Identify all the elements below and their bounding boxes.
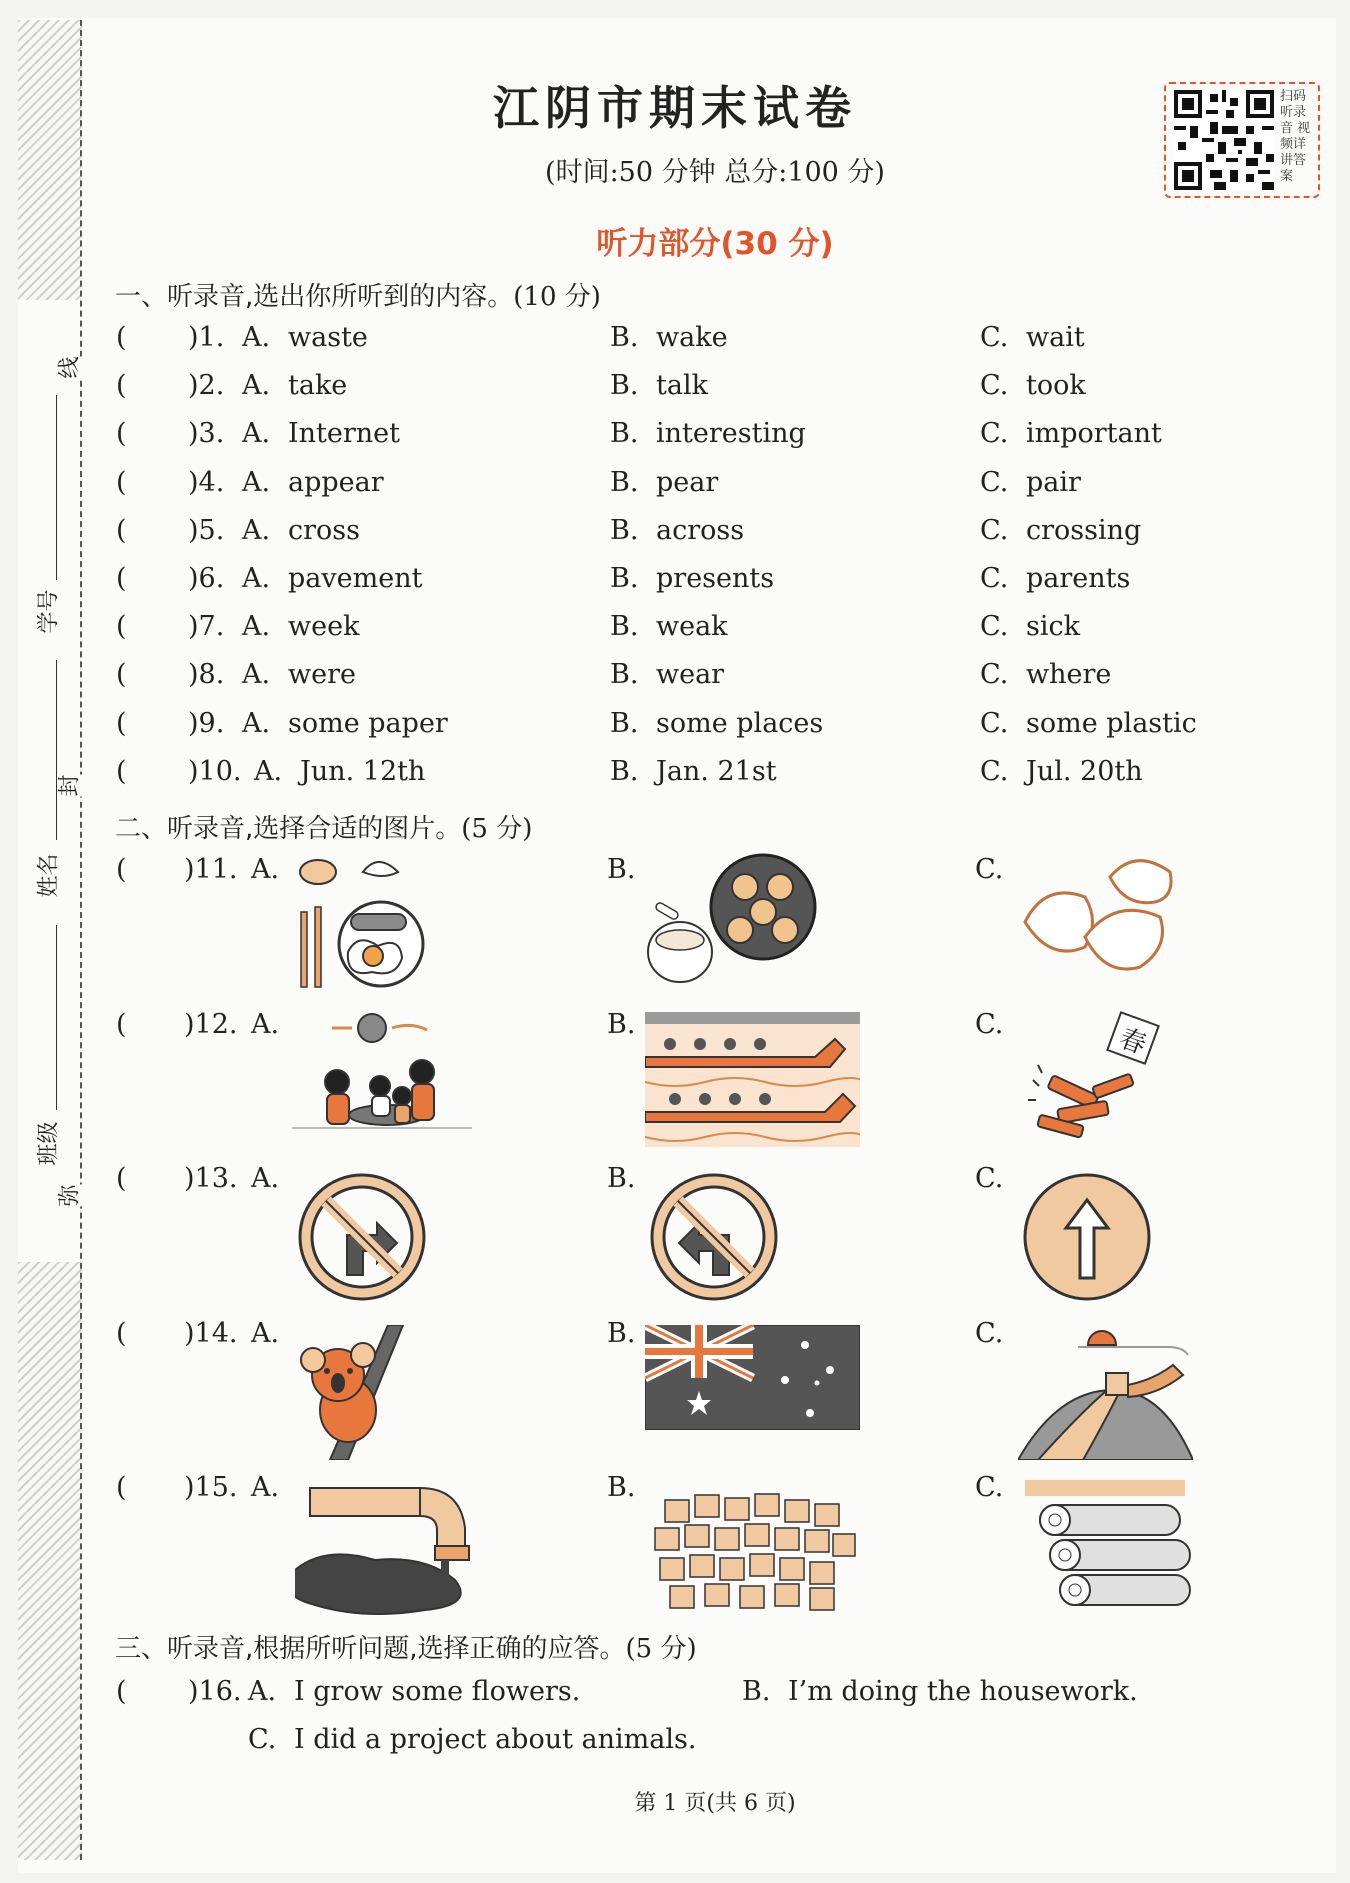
q16-option-a (248, 1676, 580, 1707)
western-breakfast-picture (293, 852, 433, 992)
option-b-label: B. (610, 370, 639, 402)
option-c (980, 708, 1197, 739)
part1-heading (115, 276, 601, 313)
option-b-label: B. (610, 611, 639, 643)
margin-label-cut: 弥 (53, 1184, 84, 1206)
margin-label-name: 姓名 (36, 853, 62, 898)
answer-blank-7[interactable]: ( (116, 611, 127, 643)
option-b (610, 708, 823, 739)
picture-option-b-label[interactable]: B. (607, 854, 636, 885)
answer-blank-3[interactable]: ( (116, 418, 127, 450)
option-b-text: wear (656, 659, 725, 691)
koala-picture (293, 1325, 413, 1460)
option-b-label: B. (610, 755, 639, 787)
margin-label-seal: 封 (53, 774, 84, 796)
question-number: )9. (188, 707, 225, 739)
option-b (610, 611, 728, 642)
part2-points: (5 分) (461, 814, 533, 844)
option-b (610, 515, 744, 546)
picture-option-a-label[interactable]: A. (251, 1317, 280, 1349)
option-b-label: B. (610, 707, 639, 739)
option-a-label: A. (242, 466, 271, 498)
option-a (242, 370, 347, 401)
question-number: )5. (188, 514, 225, 546)
answer-blank-14[interactable]: ( (116, 1317, 127, 1349)
picture-option-c-label[interactable]: C. (975, 1472, 1004, 1503)
q16-number: )16. (188, 1676, 242, 1707)
option-c (980, 467, 1081, 498)
option-a-text: Internet (288, 418, 401, 450)
picture-option-a-label[interactable]: A. (251, 1472, 280, 1503)
option-c-text: some plastic (1026, 707, 1197, 739)
option-c-label: C. (980, 707, 1009, 739)
no-left-turn-sign (647, 1170, 782, 1305)
part3-points: (5 分) (625, 1634, 697, 1664)
question-number: )14. (184, 1317, 238, 1349)
option-c-label: C. (980, 418, 1009, 450)
option-a-label: A. (242, 707, 271, 739)
option-b-text: wake (656, 322, 728, 353)
option-c (980, 370, 1086, 401)
option-b-text: weak (656, 611, 728, 643)
option-c-label: C. (980, 659, 1009, 691)
option-c-label: C. (980, 466, 1009, 498)
spring-festival-picture (1018, 1010, 1168, 1150)
option-a (242, 515, 360, 546)
option-b-label: B. (610, 466, 639, 498)
option-a (242, 708, 448, 739)
option-a-text: week (288, 611, 360, 643)
option-b-text: Jan. 21st (656, 755, 777, 787)
option-c (980, 611, 1080, 642)
no-right-turn-sign (295, 1170, 430, 1305)
picture-option-b-label[interactable]: B. (607, 1163, 636, 1194)
option-a-text: take (288, 370, 348, 402)
listening-section-heading: 听力部分(30 分) (596, 226, 834, 262)
question-number: )10. (188, 755, 242, 787)
family-mid-autumn-picture (292, 1010, 472, 1150)
picture-option-a-label[interactable]: A. (251, 854, 280, 885)
option-b-text: interesting (656, 418, 806, 450)
answer-blank-6[interactable]: ( (116, 563, 127, 594)
margin-label-class: 班级 (36, 1121, 62, 1166)
option-c-text: important (1026, 418, 1162, 450)
picture-option-a-label[interactable]: A. (251, 1163, 280, 1194)
option-a-text: Jun. 12th (300, 755, 426, 787)
option-c-label: C. (980, 755, 1009, 787)
option-c-text: took (1026, 370, 1086, 402)
picture-option-c-label[interactable]: C. (975, 1317, 1004, 1349)
margin-label-line: 线 (53, 356, 84, 378)
option-a-label: A. (242, 514, 271, 546)
option-c-text: where (1026, 659, 1112, 691)
option-b-text: pear (656, 466, 719, 498)
mooncakes-picture (645, 852, 825, 992)
option-a-label: A. (242, 611, 271, 643)
class-blank (56, 925, 57, 1110)
answer-blank-13[interactable]: ( (116, 1163, 127, 1194)
answer-blank-11[interactable]: ( (116, 854, 127, 885)
dumplings-picture (1015, 852, 1185, 992)
option-c-text: sick (1026, 611, 1080, 643)
option-a-text: appear (288, 466, 384, 498)
option-a-label: A. (242, 322, 271, 353)
answer-blank-4[interactable]: ( (116, 466, 127, 498)
answer-blank-16[interactable]: ( (116, 1676, 127, 1707)
option-c-label: C. (980, 514, 1009, 546)
option-a-text: some paper (288, 707, 448, 739)
qr-caption: 扫码听录音 视频详讲答案 (1280, 89, 1311, 184)
answer-blank-5[interactable]: ( (116, 514, 127, 546)
q16-option-c (248, 1724, 696, 1755)
part1-heading-text: 一、听录音,选出你所听到的内容。 (115, 282, 514, 312)
option-a (242, 322, 368, 353)
answer-blank-1[interactable]: ( (116, 322, 127, 353)
option-c-text: I did a project about animals. (294, 1724, 697, 1755)
question-number: )7. (188, 611, 225, 643)
question-number: )8. (188, 659, 225, 691)
question-number: )13. (184, 1163, 238, 1194)
option-a (242, 563, 422, 594)
option-b (610, 322, 728, 353)
picture-option-b-label[interactable]: B. (607, 1472, 636, 1503)
option-c-text: crossing (1026, 514, 1142, 546)
option-a-label: A. (242, 418, 271, 450)
option-a (254, 756, 425, 787)
option-c-text: pair (1026, 466, 1081, 498)
page-footer: 第 1 页(共 6 页) (634, 1791, 796, 1816)
option-c-text: Jul. 20th (1026, 755, 1143, 787)
option-b (610, 659, 724, 690)
option-c-text: parents (1026, 563, 1131, 594)
polluted-pipe-picture (295, 1480, 475, 1615)
picture-option-b-label[interactable]: B. (607, 1317, 636, 1349)
question-number: )15. (184, 1472, 238, 1503)
great-wall-picture (1018, 1325, 1193, 1460)
picture-option-a-label[interactable]: A. (251, 1008, 280, 1040)
option-c-label: C. (980, 370, 1009, 402)
picture-option-b-label[interactable]: B. (607, 1008, 636, 1040)
option-a-label: A. (242, 563, 271, 594)
option-a-text: cross (288, 514, 360, 546)
go-straight-sign (1020, 1170, 1155, 1305)
name-blank (56, 660, 57, 840)
picture-option-c-label[interactable]: C. (975, 854, 1004, 885)
option-a-label: A. (242, 370, 271, 402)
answer-blank-8[interactable]: ( (116, 659, 127, 691)
qr-code-icon (1174, 90, 1274, 190)
option-b-label: B. (610, 563, 639, 594)
answer-blank-15[interactable]: ( (116, 1472, 127, 1503)
option-a (242, 611, 359, 642)
svg-text:春: 春 (1115, 1023, 1150, 1061)
answer-blank-9[interactable]: ( (116, 707, 127, 739)
option-a-text: were (288, 659, 356, 691)
part2-heading-text: 二、听录音,选择合适的图片。 (115, 814, 462, 844)
answer-blank-12[interactable]: ( (116, 1008, 127, 1040)
option-b-text: some places (656, 707, 824, 739)
qr-code-box[interactable] (1164, 82, 1320, 198)
option-b (610, 370, 708, 401)
option-c-label: C. (980, 563, 1009, 594)
option-c (980, 322, 1085, 353)
student-no-blank (56, 395, 57, 580)
dragon-boat-race-picture (645, 1012, 860, 1147)
question-number: )1. (188, 322, 225, 353)
australian-flag-picture (645, 1325, 860, 1430)
answer-blank-10[interactable]: ( (116, 755, 127, 787)
option-b (610, 418, 806, 449)
question-number: )6. (188, 563, 225, 594)
option-a (242, 659, 356, 690)
page-title: 江阴市期末试卷 (493, 81, 857, 135)
option-c (980, 659, 1111, 690)
question-number: )4. (188, 466, 225, 498)
q16-option-b (742, 1676, 1138, 1707)
answer-blank-2[interactable]: ( (116, 370, 127, 402)
part1-points: (10 分) (513, 282, 601, 312)
option-a-label: A. (242, 659, 271, 691)
option-b-text: across (656, 514, 745, 546)
cut-logs-picture (1020, 1480, 1195, 1615)
option-b-text: presents (656, 563, 775, 594)
option-b-label: B. (610, 418, 639, 450)
option-b (610, 467, 718, 498)
margin-label-student-no: 学号 (36, 589, 62, 634)
option-b (610, 756, 777, 787)
picture-option-c-label[interactable]: C. (975, 1163, 1004, 1194)
option-a (242, 418, 400, 449)
binding-hatch-bottom (18, 1262, 82, 1860)
part3-heading-text: 三、听录音,根据所听问题,选择正确的应答。 (115, 1634, 626, 1664)
option-c (980, 563, 1130, 594)
option-b-label: B. (610, 659, 639, 691)
part3-heading (115, 1628, 697, 1665)
option-b-text: talk (656, 370, 708, 402)
question-number: )2. (188, 370, 225, 402)
option-b-label: B. (742, 1676, 771, 1707)
option-c (980, 418, 1162, 449)
option-c-label: C. (980, 611, 1009, 643)
option-a-text: waste (288, 322, 368, 353)
option-a-label: A. (248, 1676, 277, 1707)
option-c (980, 515, 1141, 546)
option-c-label: C. (248, 1724, 277, 1755)
question-number: )12. (184, 1008, 238, 1040)
option-b (610, 563, 774, 594)
option-c-text: wait (1026, 322, 1085, 353)
cut-line (80, 20, 82, 1860)
option-b-label: B. (610, 322, 639, 353)
option-c-label: C. (980, 322, 1009, 353)
option-a-label: A. (254, 755, 283, 787)
option-a-text: pavement (288, 563, 423, 594)
option-c (980, 756, 1143, 787)
option-a-text: I grow some flowers. (294, 1676, 581, 1707)
option-a (242, 467, 384, 498)
exam-time-score: (时间:50 分钟 总分:100 分) (545, 157, 885, 188)
tree-stumps-picture (645, 1480, 860, 1615)
question-number: )3. (188, 418, 225, 450)
part2-heading (115, 808, 532, 845)
option-b-text: I’m doing the housework. (788, 1676, 1138, 1707)
picture-option-c-label[interactable]: C. (975, 1008, 1004, 1040)
question-number: )11. (184, 854, 238, 885)
option-b-label: B. (610, 514, 639, 546)
